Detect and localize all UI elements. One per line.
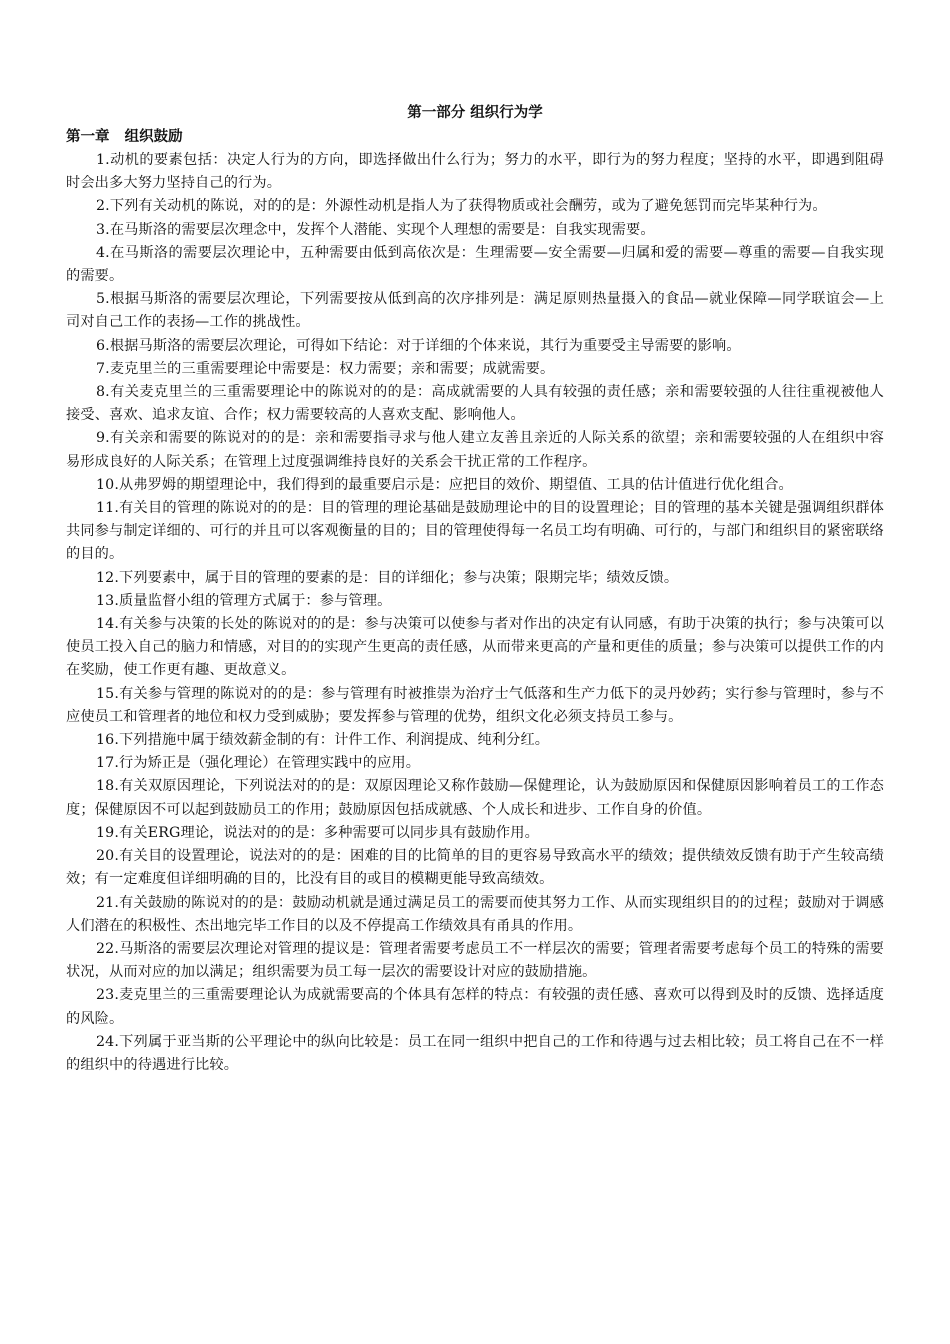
- list-item: 4.在马斯洛的需要层次理论中，五种需要由低到高依次是：生理需要—安全需要—归属和爱的需要—尊重的需要—自我实现的需要。: [66, 244, 884, 285]
- list-item: 19.有关ERG理论，说法对的的是：多种需要可以同步具有鼓励作用。: [96, 824, 539, 841]
- list-item: 10.从弗罗姆的期望理论中，我们得到的最重要启示是：应把目的效价、期望值、工具的估计值进行优化组合。: [96, 476, 793, 493]
- list-item: 21.有关鼓励的陈说对的的是：鼓励动机就是通过满足员工的需要而使其努力工作、从而实现组织目的的过程；鼓励对于调感人们潜在的积极性、杰出地完毕工作目的以及不停提高工作绩效具有甬具的作用。: [66, 894, 884, 934]
- list-item: 11.有关目的管理的陈说对的的是：目的管理的理论基础是鼓励理论中的目的设置理论；目的管理的基本关键是强调组织群体共同参与制定详细的、可行的并且可以客观衡量的目的；目的管理使得每一名员工均有明确、可行的，与部门和组织目的紧密联络的目的。: [66, 500, 884, 563]
- list-item: 17.行为矫正是（强化理论）在管理实践中的应用。: [96, 755, 421, 772]
- list-item: 14.有关参与决策的长处的陈说对的的是：参与决策可以使参与者对作出的决定有认同感，有助于决策的执行；参与决策可以使员工投入自己的脑力和情感，对目的的实现产生更高的责任感，从而带来更高的产量和更佳的质量；参与决策可以提供工作的内在奖励，使工作更有趣、更故意义。: [66, 616, 884, 679]
- list-item: 18.有关双原因理论，下列说法对的的是：双原因理论又称作鼓励—保健理论，认为鼓励原因和保健原因影响着员工的工作态度；保健原因不可以起到鼓励员工的作用；鼓励原因包括成就感、个人成长和进步、工作自身的价值。: [66, 778, 884, 818]
- list-item: 2.下列有关动机的陈说，对的的是：外源性动机是指人为了获得物质或社会酬劳，或为了避免惩罚而完毕某种行为。: [96, 198, 827, 215]
- list-item: 12.下列要素中，属于目的管理的要素的是：目的详细化；参与决策；限期完毕；绩效反馈。: [96, 569, 679, 586]
- chapter-title: 第一章 组织鼓励: [66, 129, 183, 145]
- list-item: 3.在马斯洛的需要层次理念中，发挥个人潜能、实现个人理想的需要是：自我实现需要。: [96, 221, 655, 238]
- question-list: [66, 149, 884, 1077]
- list-item: 16.下列措施中属于绩效薪金制的有：计件工作、利润提成、纯利分红。: [96, 732, 550, 749]
- list-item: 20.有关目的设置理论，说法对的的是：困难的目的比简单的目的更容易导致高水平的绩效；提供绩效反馈有助于产生较高绩效；有一定难度但详细明确的目的，比没有目的或目的模糊更能导致高绩效。: [66, 848, 884, 888]
- list-item: 8.有关麦克里兰的三重需要理论中的陈说对的的是：高成就需要的人具有较强的责任感；亲和需要较强的人往往重视被他人接受、喜欢、追求友谊、合作；权力需要较高的人喜欢支配、影响他人。: [66, 384, 884, 424]
- list-item: 7.麦克里兰的三重需要理论中需要是：权力需要；亲和需要；成就需要。: [96, 360, 555, 377]
- list-item: 15.有关参与管理的陈说对的的是：参与管理有时被推崇为治疗士气低落和生产力低下的灵丹妙药；实行参与管理时，参与不应使员工和管理者的地位和权力受到威胁；要发挥参与管理的优势，组织文化必须支持员工参与。: [66, 685, 884, 725]
- document-page: [66, 101, 884, 1077]
- list-item: 13.质量监督小组的管理方式属于：参与管理。: [96, 592, 392, 609]
- list-item: 23.麦克里兰的三重需要理论认为成就需要高的个体具有怎样的特点：有较强的责任感、喜欢可以得到及时的反馈、选择适度的风险。: [66, 987, 884, 1027]
- list-item: 6.根据马斯洛的需要层次理论，可得如下结论：对于详细的个体来说，其行为重要受主导需要的影响。: [96, 337, 741, 354]
- list-item: 1.动机的要素包括：决定人行为的方向，即选择做出什么行为；努力的水平，即行为的努力程度；坚持的水平，即遇到阻碍时会出多大努力坚持自己的行为。: [66, 152, 884, 192]
- list-item: 24.下列属于亚当斯的公平理论中的纵向比较是：员工在同一组织中把自己的工作和待遇与过去相比较；员工将自己在不一样的组织中的待遇进行比较。: [66, 1033, 884, 1073]
- list-item: 9.有关亲和需要的陈说对的的是：亲和需要指寻求与他人建立友善且亲近的人际关系的欲望；亲和需要较强的人在组织中容易形成良好的人际关系；在管理上过度强调维持良好的关系会干扰正常的工作程序。: [66, 430, 884, 470]
- part-title: 第一部分 组织行为学: [407, 105, 543, 121]
- list-item: 22.马斯洛的需要层次理论对管理的提议是：管理者需要考虑员工不一样层次的需要；管理者需要考虑每个员工的特殊的需要状况，从而对应的加以满足；组织需要为员工每一层次的需要设计对应的鼓励措施。: [66, 940, 884, 981]
- list-item: 5.根据马斯洛的需要层次理论，下列需要按从低到高的次序排列是：满足原则热量摄入的食品—就业保障—同学联谊会—上司对自己工作的表扬—工作的挑战性。: [66, 291, 884, 331]
